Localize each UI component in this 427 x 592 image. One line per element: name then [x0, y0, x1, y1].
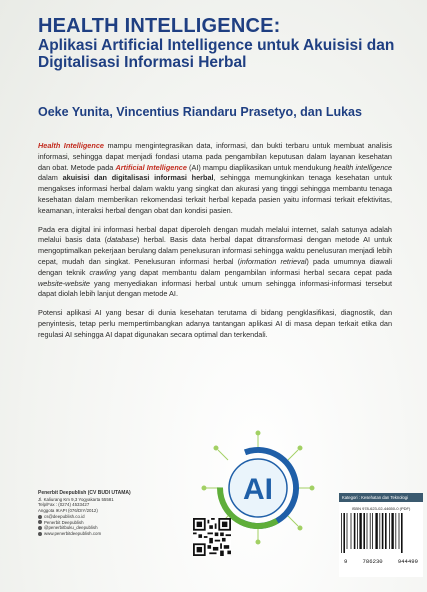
publisher-info	[38, 491, 188, 537]
barcode-bar	[351, 513, 352, 549]
publisher-name: Penerbit Deepublish (CV BUDI UTAMA)	[38, 490, 131, 496]
instagram-icon	[38, 526, 42, 530]
qr-code-icon	[193, 518, 231, 556]
lead-term: Health Intelligence	[38, 141, 104, 150]
barcode-digits	[344, 558, 418, 565]
instagram-text: @penerbitbuku_deepublish	[44, 525, 98, 531]
text: ) herbal. Basis data herbal dapat ditransformasi dengan metode AI untuk mengoptimalkan pekerjaan berulang dalam penelusuran informasi sehingga waktu penelusuran menjadi lebih cepat, mudah dan singkat. Penelusuran informasi herbal (	[38, 235, 392, 266]
barcode-bar	[363, 513, 365, 549]
barcode-bar	[359, 513, 361, 549]
barcode-bar	[385, 513, 387, 549]
barcode-group-2: 944499	[397, 558, 418, 565]
barcode-bar	[395, 513, 396, 549]
title-subtitle: Aplikasi Artificial Intelligence untuk Akuisisi dan Digitalisasi Informasi Herbal	[38, 37, 395, 72]
barcode-bar	[389, 513, 390, 549]
email-text: cs@deepublish.co.id	[44, 513, 85, 519]
barcode-bar	[343, 513, 345, 553]
text: yang menyediakan informasi herbal untuk umum sehingga informasi-informasi tersebut dapat diolah lebih lanjut dengan metode AI.	[38, 278, 392, 299]
barcode-bar	[382, 513, 384, 549]
barcode-bar	[375, 513, 377, 549]
publisher-address: Jl. Kaliurang Km 9,3 Yogyakarta 55581	[38, 496, 114, 502]
text: ) pada umumnya diawali dengan teknik	[38, 256, 392, 277]
italic-term: database	[107, 235, 138, 245]
barcode-bar	[401, 513, 403, 553]
barcode-bar	[391, 513, 393, 549]
barcode-bar	[354, 513, 356, 549]
ai-label: AI	[243, 473, 273, 506]
text: dalam	[38, 173, 63, 183]
barcode-bar	[399, 513, 400, 549]
facebook-text: Penerbit Deepublish	[44, 519, 84, 525]
text: , sehingga memungkinkan tenaga kesehatan untuk mengakses informasi herbal dalam waktu yang singkat dan akurasi yang tinggi sehingga membantu tenaga kesehatan dalam memberikan rekomendasi terkait herbal kepada pasien yaitu informasi terkait efektivitas, keamanan, interaksi herbal dengan obat dan kondisi pasien.	[38, 173, 393, 215]
title-main: HEALTH INTELLIGENCE:	[38, 15, 281, 37]
text: (AI) mampu diaplikasikan untuk mendukung	[186, 162, 334, 172]
authors: Oeke Yunita, Vincentius Riandaru Prasetyo, dan Lukas	[38, 105, 362, 119]
highlight-ai: Artificial Intelligence	[115, 162, 187, 172]
category-label: Kategori : Kesehatan dan Teknologi	[339, 493, 423, 502]
barcode-bar	[367, 513, 368, 549]
isbn-text: ISBN 978-623-02-44650-0 (PDF)	[351, 506, 411, 511]
paragraph-3: Potensi aplikasi AI yang besar di dunia kesehatan terutama di bidang pengklasifikasi, diagnostik, dan penyintesis, tetap perlu mempertimbangkan adanya tantangan aplikasi AI di masa depan terkait etika dan regulasi AI sehingga AI dapat digunakan secara optimal dan terkendali.	[38, 308, 392, 339]
publisher-phone: Telp/Fax : (0274) 4533427	[38, 502, 90, 508]
barcode-bar	[341, 513, 342, 553]
bold-term: akuisisi dan digitalisasi informasi herbal	[62, 173, 214, 183]
text: yang dapat membantu dalam pengambilan informasi herbal secara cepat pada	[116, 267, 392, 277]
barcode-bar	[357, 513, 358, 549]
barcode-icon	[339, 513, 411, 553]
book-title	[38, 16, 418, 72]
italic-term: crawling	[89, 267, 117, 277]
website-text: www.penerbitdeepublish.com	[44, 530, 102, 536]
barcode-first-digit: 9	[344, 558, 348, 565]
barcode-bar	[370, 513, 371, 549]
text: mampu mengintegrasikan data, informasi, dan bukti terbaru untuk membuat analisis informasi, sehingga dapat menjadi fondasi utama pada pengambilan keputusan dalam layanan kesehatan dan obat. Metode pada	[38, 141, 392, 172]
barcode-group-1: 786230	[362, 558, 383, 565]
barcode-bar	[347, 513, 348, 549]
contact-website	[38, 531, 188, 537]
paragraph-2	[38, 225, 392, 301]
italic-term: information retrieval	[240, 256, 307, 266]
italic-term: health intelligence	[333, 162, 392, 172]
publisher-ikapi: Anggota IKAPI (076/DIY/2012)	[38, 508, 98, 514]
text: Pada era digital ini informasi herbal dapat diperoleh dengan mudah melalui internet, salah satunya adalah melalui basis data (	[38, 224, 392, 245]
synopsis	[38, 141, 392, 349]
isbn-barcode-block	[339, 493, 423, 577]
email-icon	[38, 515, 42, 519]
barcode-bar	[372, 513, 373, 549]
paragraph-1	[38, 141, 392, 217]
barcode-bar	[379, 513, 380, 549]
italic-term: website-website	[38, 278, 90, 288]
globe-icon	[38, 532, 42, 536]
facebook-icon	[38, 520, 42, 524]
